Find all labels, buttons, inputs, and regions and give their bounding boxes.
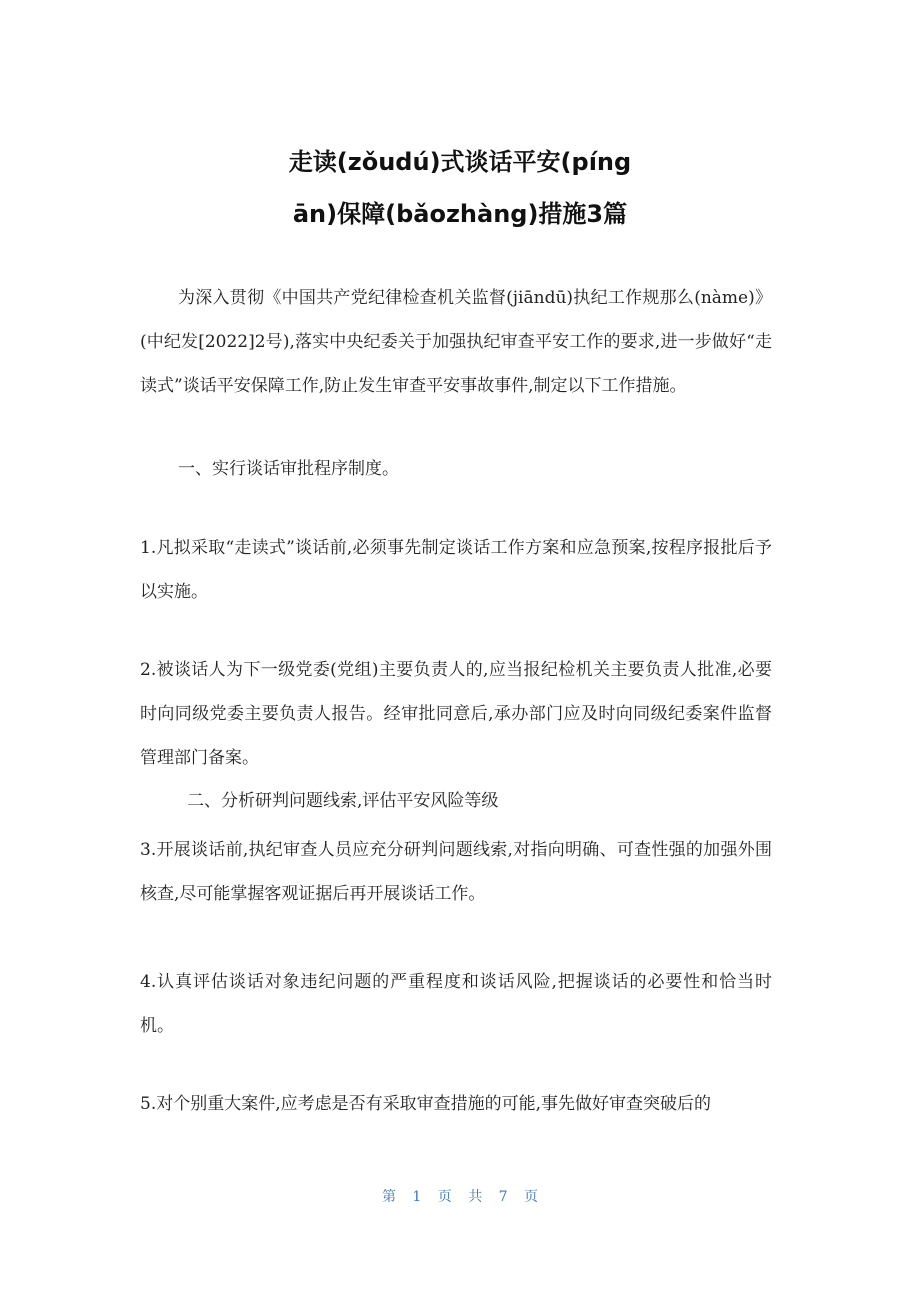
item-3-paragraph: 3.开展谈话前,执纪审查人员应充分研判问题线索,对指向明确、可查性强的加强外围核查,尽可能掌握客观证据后再开展谈话工作。 <box>140 840 772 904</box>
document-title-line-2: ān)保障(bǎozhàng)措施3篇 <box>292 200 628 228</box>
item-2-paragraph: 2.被谈话人为下一级党委(党组)主要负责人的,应当报纪检机关主要负责人批准,必要时向同级党委主要负责人报告。经审批同意后,承办部门应及时向同级纪委案件监督管理部门备案。 <box>140 660 772 768</box>
item-5-paragraph: 5.对个别重大案件,应考虑是否有采取审查措施的可能,事先做好审查突破后的 <box>140 1094 712 1114</box>
document-body <box>140 0 772 1302</box>
item-1-paragraph: 1.凡拟采取“走读式”谈话前,必须事先制定谈话工作方案和应急预案,按程序报批后予以实施。 <box>140 538 772 602</box>
intro-paragraph: 为深入贯彻《中国共产党纪律检查机关监督(jiāndū)执纪工作规那么(nàme)》(中纪发[2022]2号),落实中央纪委关于加强执纪审查平安工作的要求,进一步做好“走读式”谈话平安保障工作,防止发生审查平安事故事件,制定以下工作措施。 <box>140 288 772 396</box>
document-title-line-1: 走读(zǒudú)式谈话平安(píng <box>288 148 632 176</box>
item-4-paragraph: 4.认真评估谈话对象违纪问题的严重程度和谈话风险,把握谈话的必要性和恰当时机。 <box>140 972 772 1036</box>
section-2-heading: 二、分析研判问题线索,评估平安风险等级 <box>187 791 499 811</box>
page-indicator: 第 1 页 共 7 页 <box>381 1189 539 1205</box>
section-1-heading: 一、实行谈话审批程序制度。 <box>178 459 399 479</box>
